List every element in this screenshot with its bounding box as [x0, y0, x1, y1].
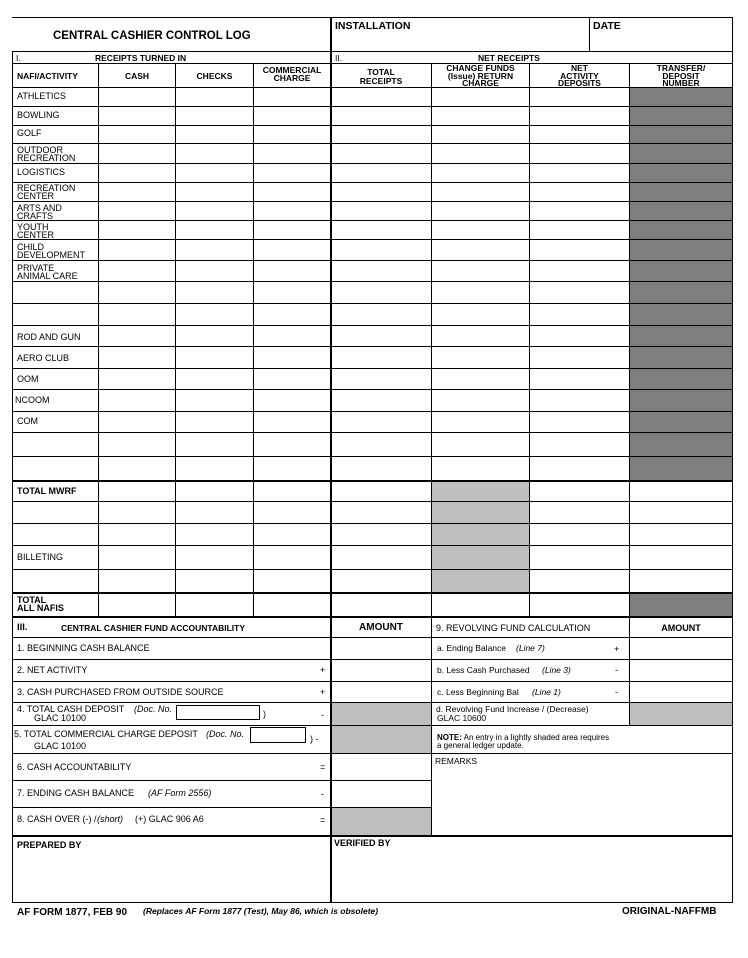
- col-transfer: [630, 65, 732, 88]
- line7-sign: -: [321, 789, 324, 799]
- line5-glac: GLAC 10100: [34, 741, 87, 751]
- line8-sign: =: [320, 815, 326, 825]
- rev-a-label: a. Ending Balance: [437, 643, 506, 653]
- activity-athletics: ATHLETICS: [17, 91, 66, 101]
- activity-label-line: CHILD: [17, 242, 45, 252]
- line6-label: 6. CASH ACCOUNTABILITY: [17, 762, 132, 772]
- line4-glac: GLAC 10100: [34, 713, 87, 723]
- total-transfer-shaded: [630, 594, 732, 616]
- line5-label: 5. TOTAL COMMERCIAL CHARGE DEPOSIT: [14, 729, 198, 739]
- line4-doc-close: ): [263, 709, 266, 719]
- revolving-title: 9. REVOLVING FUND CALCULATION: [436, 623, 591, 633]
- original-copy-label: ORIGINAL-NAFFMB: [622, 906, 717, 917]
- rev-d-label: d. Revolving Fund Increase / (Decrease): [436, 704, 589, 714]
- frame-left: [12, 51, 13, 903]
- line8-glac: (+) GLAC 906 A6: [135, 814, 204, 824]
- form-number: AF FORM 1877, FEB 90: [17, 907, 128, 918]
- activity-label-line: RECREATION: [17, 183, 76, 193]
- col-transfer-line1: TRANSFER/: [656, 63, 706, 73]
- col-change-funds-line3: CHARGE: [462, 78, 499, 88]
- col-net-activity: [530, 65, 629, 88]
- amount-header: AMOUNT: [359, 622, 403, 633]
- line4-doc-label: (Doc. No.: [134, 704, 173, 714]
- rev-a-ref: (Line 7): [516, 643, 545, 653]
- activity-ncoom: NCOOM: [15, 395, 50, 405]
- activity-label-line: CENTER: [17, 230, 55, 240]
- accountability-amount-column[interactable]: [332, 638, 430, 834]
- line8-short: (short): [97, 814, 124, 824]
- col-total-receipts-line1: TOTAL: [367, 67, 395, 77]
- rev-c-ref: (Line 1): [532, 687, 561, 697]
- line7-label: 7. ENDING CASH BALANCE: [17, 788, 135, 798]
- activity-recreation-center: [17, 184, 75, 200]
- form-title: CENTRAL CASHIER CONTROL LOG: [53, 30, 251, 42]
- col-commercial: [254, 67, 330, 82]
- col-commercial-line2: CHARGE: [273, 72, 311, 83]
- total-all-line2: ALL NAFIS: [17, 603, 64, 613]
- col-commercial-line1: COMMERCIAL: [262, 65, 322, 75]
- line7-ref: (AF Form 2556): [148, 788, 212, 798]
- rev-c-sign: -: [615, 687, 618, 697]
- installation-label: INSTALLATION: [335, 20, 411, 32]
- col-checks: CHECKS: [196, 71, 233, 81]
- transfer-shaded-area: [630, 88, 732, 481]
- line8-label: 8. CASH OVER (-) /: [17, 814, 97, 824]
- activity-rod-and-gun: ROD AND GUN: [17, 332, 81, 342]
- section3-title: CENTRAL CASHIER FUND ACCOUNTABILITY: [61, 623, 246, 633]
- frame-right: [732, 17, 733, 903]
- section1-roman: I.: [16, 53, 21, 63]
- col-net-activity-line3: DEPOSITS: [558, 78, 601, 88]
- line5-doc-input[interactable]: [250, 727, 306, 743]
- prepared-by-field[interactable]: [13, 852, 329, 902]
- installation-field[interactable]: [332, 18, 588, 51]
- activity-aero-club: AERO CLUB: [17, 353, 70, 363]
- header-bottom-line: [12, 51, 733, 52]
- line2-label: 2. NET ACTIVITY: [17, 665, 88, 675]
- revolving-amount-column[interactable]: [630, 638, 732, 702]
- col-cash: CASH: [124, 71, 150, 81]
- total-mwrf-label: TOTAL MWRF: [17, 486, 77, 496]
- section2-roman: II.: [335, 53, 343, 63]
- activity-label-line: CRAFTS: [17, 211, 53, 221]
- rev-b-sign: -: [615, 665, 618, 675]
- replaces-note: (Replaces AF Form 1877 (Test), May 86, which is obsolete): [143, 906, 379, 916]
- total-all-line1: TOTAL: [17, 595, 47, 605]
- col-change-funds-line2: (Issue) RETURN: [447, 70, 514, 81]
- activity-label-line: YOUTH: [17, 222, 49, 232]
- section2-title: NET RECEIPTS: [478, 53, 540, 63]
- col-transfer-line2: DEPOSIT: [662, 70, 700, 81]
- revolving-amount-header: AMOUNT: [661, 623, 701, 633]
- section1-title: RECEIPTS TURNED IN: [95, 53, 187, 63]
- line5-doc-label: (Doc. No.: [206, 729, 245, 739]
- note-bold: NOTE:: [437, 733, 462, 742]
- activity-label-line: ARTS AND: [17, 203, 62, 213]
- line4-doc-input[interactable]: [176, 705, 260, 720]
- verified-by-label: VERIFIED BY: [334, 838, 391, 848]
- activity-bowling: BOWLING: [17, 110, 60, 120]
- line5-doc-close: ) -: [310, 734, 319, 744]
- revolving-d-shaded: [630, 703, 732, 726]
- activity-label-line: PRIVATE: [17, 263, 55, 273]
- total-all-nafis-label: [17, 596, 64, 612]
- line4-sign: -: [321, 710, 324, 720]
- col-net-activity-line1: NET: [571, 63, 588, 73]
- activity-oom: OOM: [17, 374, 39, 384]
- line3-label: 3. CASH PURCHASED FROM OUTSIDE SOURCE: [17, 687, 224, 697]
- line3-sign: +: [320, 687, 326, 697]
- line1-label: 1. BEGINNING CASH BALANCE: [17, 643, 150, 653]
- line6-sign: =: [320, 762, 326, 772]
- rev-c-label: c. Less Beginning Bal: [437, 687, 519, 697]
- col-change-funds-line1: CHANGE FUNDS: [446, 63, 515, 73]
- frame-bottom: [12, 902, 733, 903]
- activity-label-line: RECREATION: [17, 153, 76, 163]
- rev-a-sign: +: [614, 644, 620, 654]
- activity-com: COM: [17, 416, 38, 426]
- date-label: DATE: [593, 20, 621, 32]
- line2-sign: +: [320, 665, 326, 675]
- activity-label-line: OUTDOOR: [17, 145, 63, 155]
- activity-youth-center: [17, 223, 54, 239]
- col-total-receipts: [332, 68, 430, 85]
- col-total-receipts-line2: RECEIPTS: [359, 75, 403, 86]
- activity-label-line: DEVELOPMENT: [17, 250, 86, 260]
- frame-top: [12, 17, 733, 18]
- grid-h-section3: [12, 616, 733, 618]
- note-line2: a general ledger update.: [437, 741, 524, 750]
- col-net-activity-line2: ACTIVITY: [560, 70, 599, 81]
- remarks-label: REMARKS: [435, 756, 478, 766]
- billeting-label: BILLETING: [17, 552, 64, 562]
- activity-label-line: ANIMAL CARE: [17, 271, 78, 281]
- date-field[interactable]: [590, 18, 732, 51]
- date-divider: [589, 17, 590, 51]
- col-change-funds: [432, 65, 529, 88]
- receipts-entry-grid[interactable]: [99, 88, 629, 592]
- activity-logistics: LOGISTICS: [17, 167, 66, 177]
- section-title-line: [12, 63, 733, 64]
- activity-golf: GOLF: [17, 128, 42, 138]
- remarks-field[interactable]: [432, 767, 732, 834]
- activity-child-development: [17, 243, 85, 259]
- grid-h-total-all: [12, 592, 733, 594]
- grid-v-transfer: [629, 63, 630, 616]
- verified-by-field[interactable]: [332, 850, 732, 902]
- rev-b-label: b. Less Cash Purchased: [437, 665, 530, 675]
- col-activity: NAFI/ACTIVITY: [17, 71, 78, 81]
- col-transfer-line3: NUMBER: [662, 78, 700, 88]
- prepared-by-label: PREPARED BY: [17, 840, 82, 850]
- line4-label: 4. TOTAL CASH DEPOSIT: [17, 704, 125, 714]
- sec3-h-remarks: [432, 753, 733, 754]
- activity-private-animal-care: [17, 264, 78, 280]
- note-text: An entry in a lightly shaded area requires: [461, 733, 610, 742]
- activity-label-line: CENTER: [17, 191, 55, 201]
- activity-outdoor-recreation: [17, 146, 75, 162]
- rev-b-ref: (Line 3): [542, 665, 571, 675]
- section3-roman: III.: [17, 622, 28, 633]
- rev-d-glac: GLAC 10600: [437, 713, 487, 723]
- activity-arts-crafts: [17, 204, 62, 220]
- sec3-h-signatures: [12, 835, 733, 837]
